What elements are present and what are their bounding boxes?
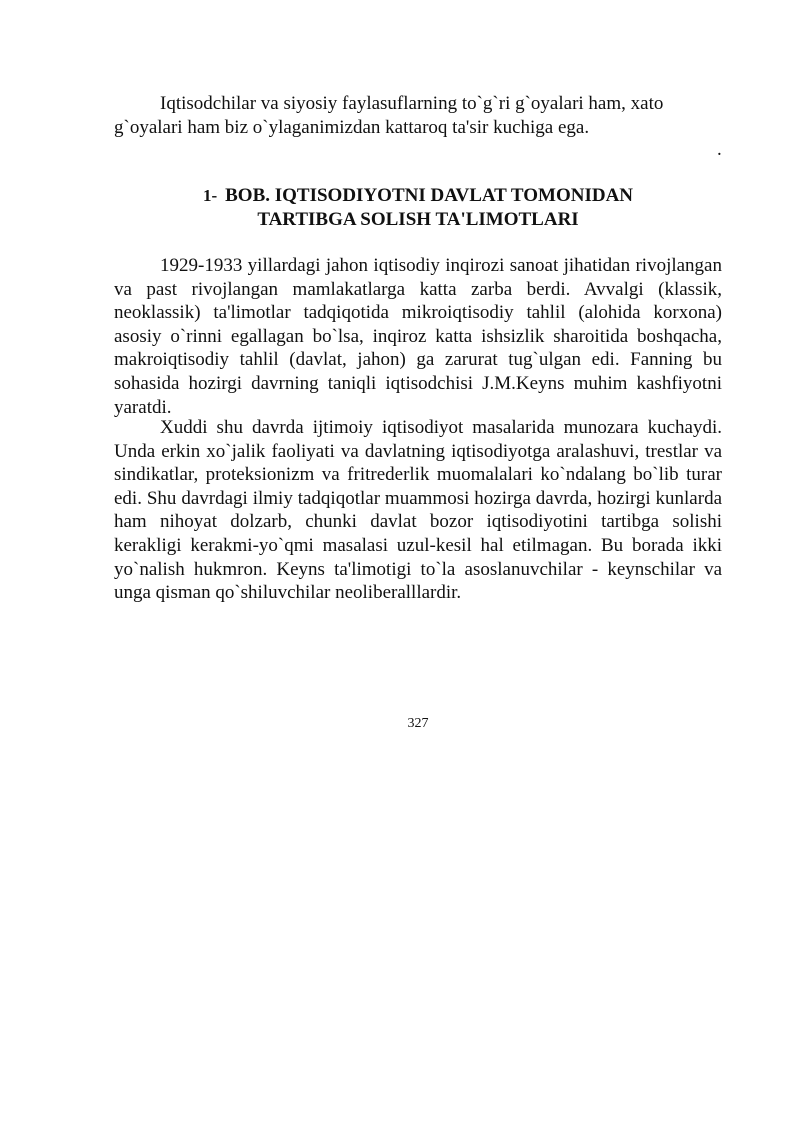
chapter-title-line-2: TARTIBGA SOLISH TA'LIMOTLARI [257,209,579,230]
body-paragraph-1: 1929-1933 yillardagi jahon iqtisodiy inqirozi sanoat jihatidan rivojlangan va past rivojlangan mamlakatlarga katta zarba berdi. Avvalgi (klassik, neoklassik) ta'limotlar tadqiqotida mikroiqtisodiy tahlil (alohida korxona) asosiy o`rinni egallagan bo`lsa, inqiroz katta ishsizlik sharoitida boshqacha, makroiqtisodiy tahlil (davlat, jahon) ga zarurat tug`ulgan edi. Fanning bu sohasida hozirgi davrning taniqli iqtisodchisi J.M.Keyns muhim kashfiyotni yaratdi. [114,255,722,418]
intro-paragraph: Iqtisodchilar va siyosiy faylasuflarning to`g`ri g`oyalari ham, xato g`oyalari ham biz o`ylaganimizdan kattaroq ta'sir kuchiga ega. [114,93,664,138]
body-paragraph-2: Xuddi shu davrda ijtimoiy iqtisodiyot masalarida munozara kuchaydi. Unda erkin xo`jalik faoliyati va davlatning iqtisodiyotga aralashuvi, trestlar va sindikatlar, proteksionizm va fritrederlik muomalalari ko`ndalang bo`lib turar edi. Shu davrdagi ilmiy tadqiqotlar muammosi hozirga davrda, hozirgi kunlarda ham nihoyat dolzarb, chunki davlat bozor iqtisodiyotini tartibga solishi kerakligi kerakmi-yo`qmi masalasi uzul-kesil hal etilmagan. Bu borada ikki yo`nalish hukmron. Keyns ta'limotigi to`la asoslanuvchilar - keynschilar va unga qisman qo`shiluvchilar neoliberalllardir. [114,417,722,604]
page-number: 327 [407,716,429,731]
chapter-heading-line-1 [114,184,722,208]
chapter-heading [114,184,722,232]
trailing-dot: . [717,139,722,160]
chapter-title-line-1: BOB. IQTISODIYOTNI DAVLAT TOMONIDAN [225,185,634,206]
chapter-number: 1- [202,186,218,205]
